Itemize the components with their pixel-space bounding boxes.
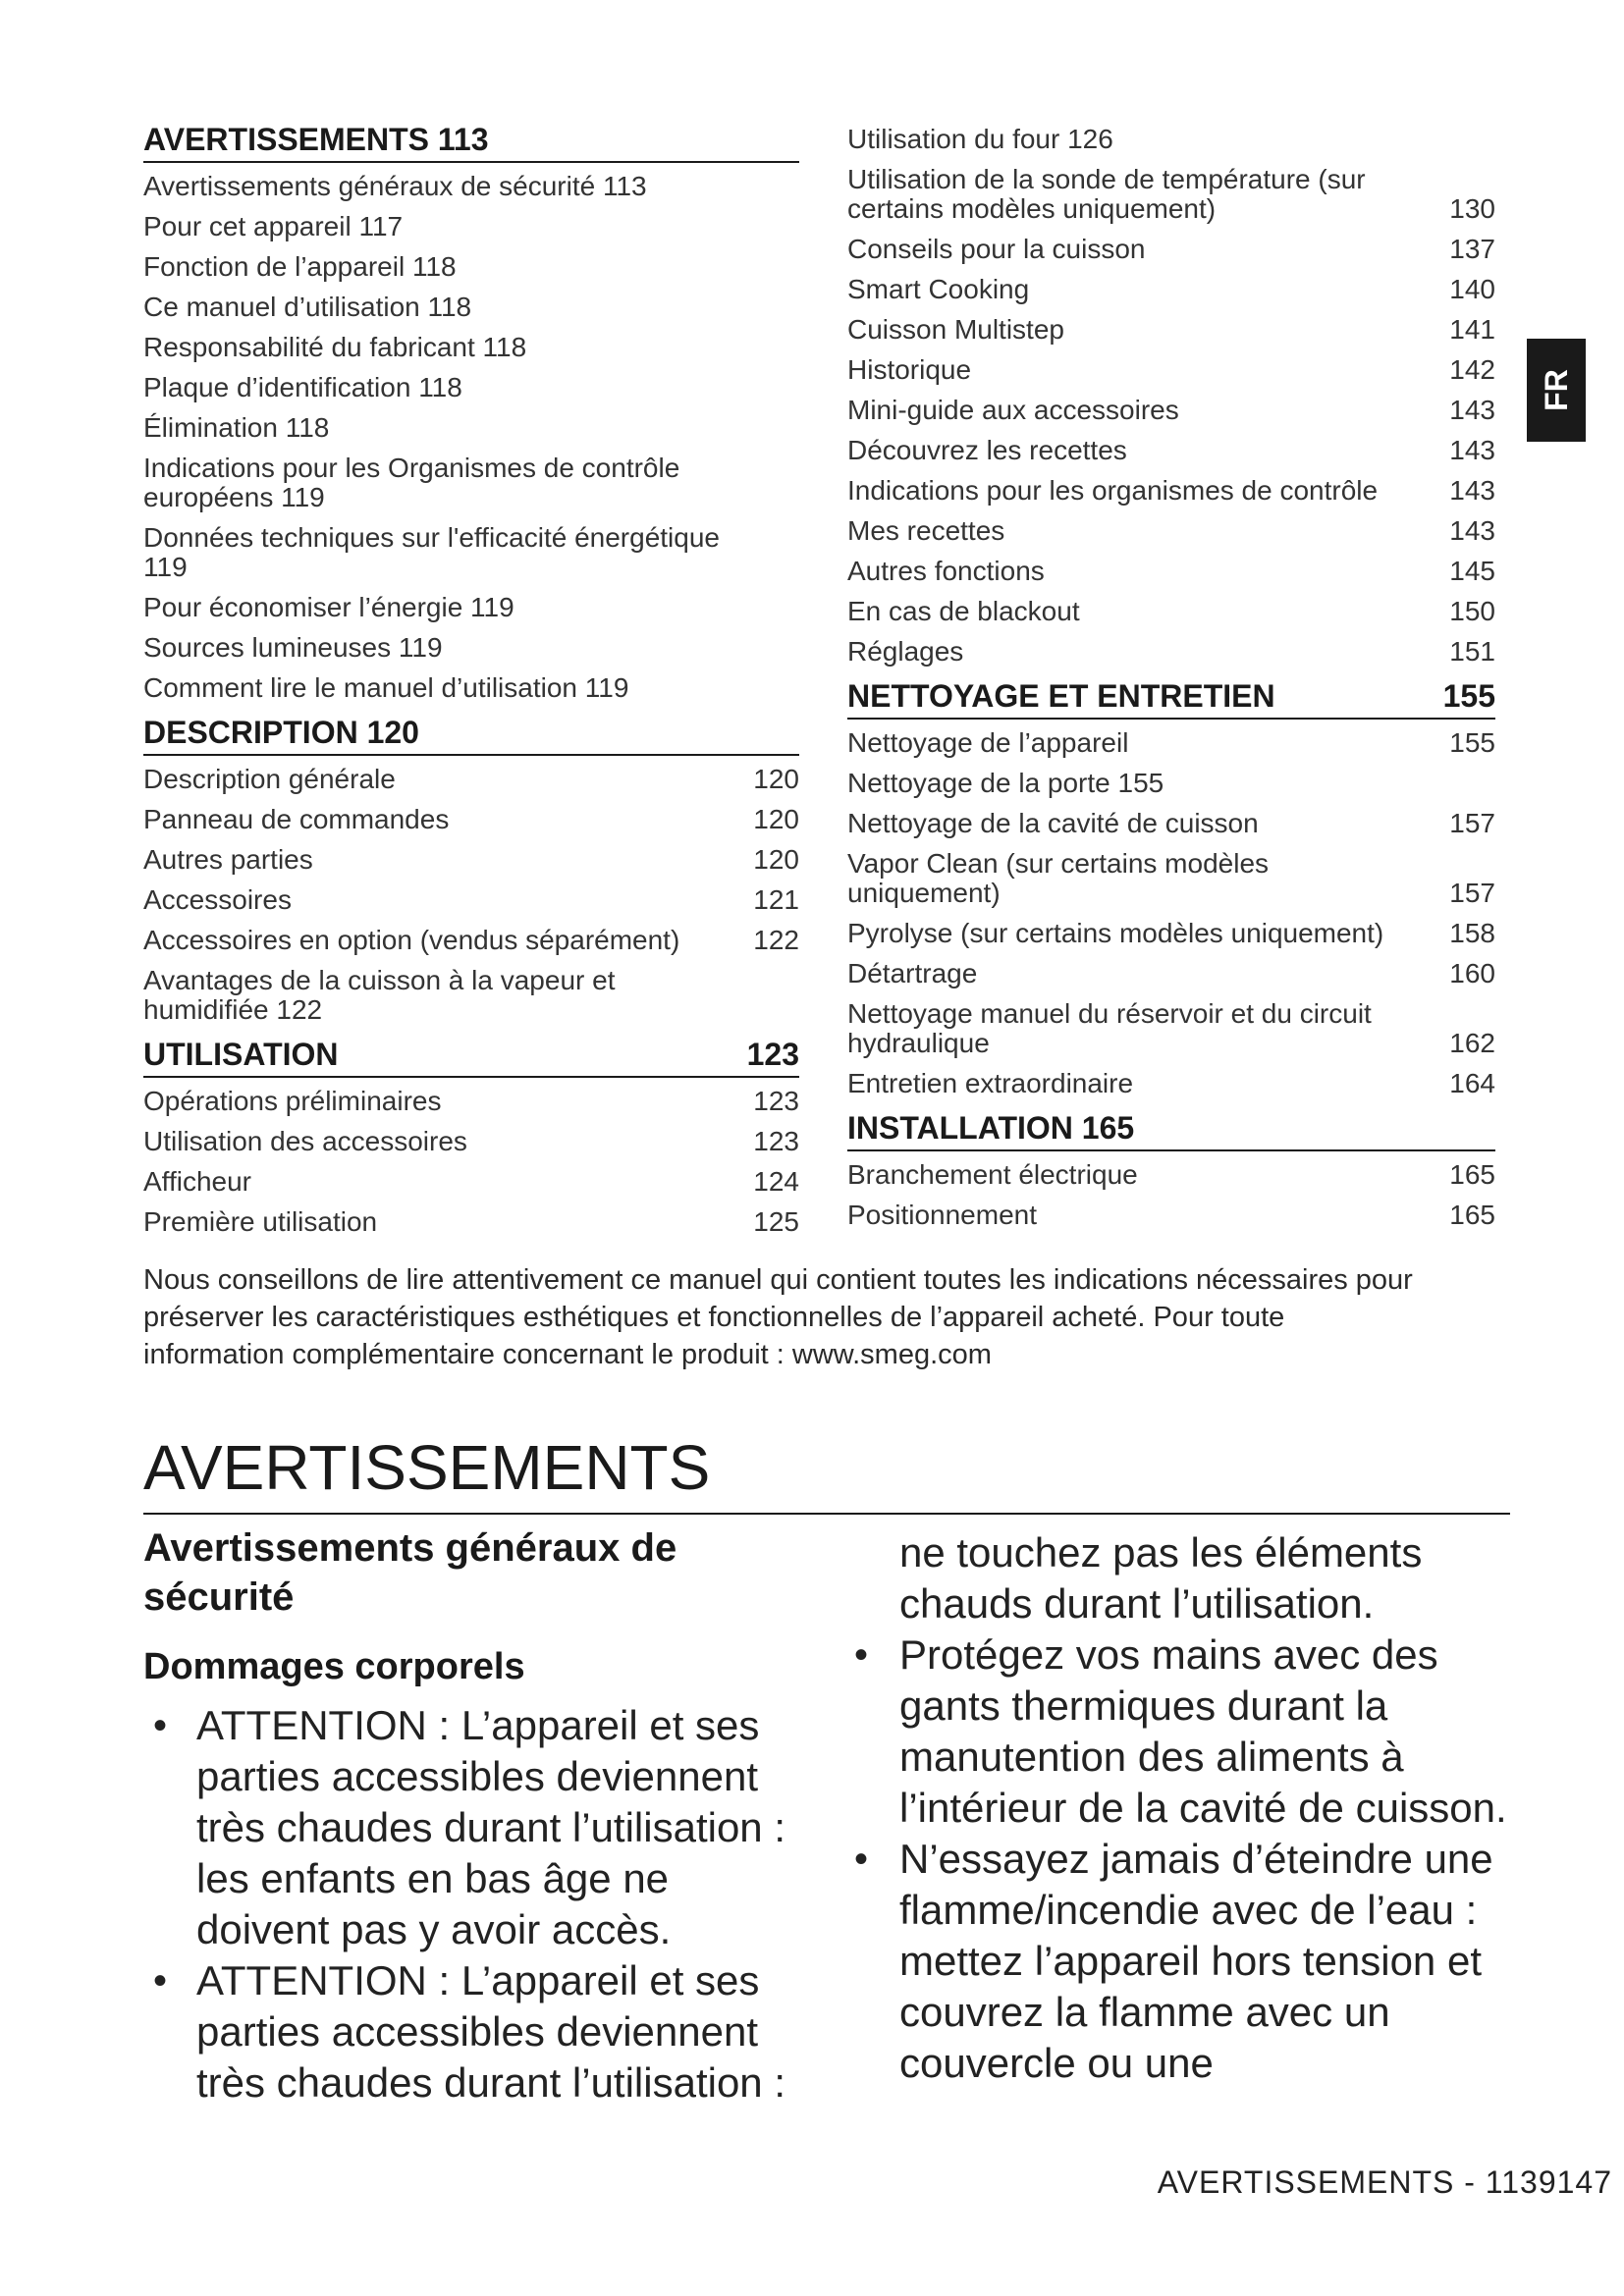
toc-entry-title: Comment lire le manuel d’utilisation 119: [143, 672, 629, 703]
toc-entry[interactable]: [143, 207, 799, 247]
toc-entry[interactable]: [847, 844, 1495, 914]
toc-entry-page: 130: [1449, 193, 1495, 224]
toc-entry-page: 141: [1449, 314, 1495, 345]
toc-entry[interactable]: [143, 247, 799, 288]
toc-entry-title: Indications pour les organismes de contrôle: [847, 475, 1379, 506]
toc-entry-title: Entretien extraordinaire: [847, 1068, 1134, 1098]
toc-entry-title: Autres parties: [143, 844, 313, 875]
toc-entry-page: 155: [1449, 727, 1495, 758]
toc-entry-title: Afficheur: [143, 1166, 251, 1197]
section-title: Avertissements généraux de sécurité: [143, 1526, 677, 1619]
toc-entry-page: 123: [753, 1126, 799, 1156]
toc-entry-page: 123: [753, 1086, 799, 1116]
toc-entry-page: 150: [1449, 596, 1495, 626]
toc-heading-title: INSTALLATION 165: [847, 1110, 1135, 1146]
toc-entry-title: Panneau de commandes: [143, 804, 450, 834]
toc-section-heading[interactable]: [847, 1108, 1495, 1151]
toc-entry[interactable]: [847, 723, 1495, 764]
toc-entry[interactable]: [143, 668, 799, 709]
toc-entry[interactable]: [847, 350, 1495, 391]
intro-paragraph: [143, 1261, 1498, 1373]
toc-entry-title: Accessoires en option (vendus séparément): [143, 925, 680, 955]
toc-entry-title: Utilisation des accessoires: [143, 1126, 467, 1156]
toc-entry-title: Mes recettes: [847, 515, 1005, 546]
toc-entry-page: 165: [1449, 1159, 1495, 1190]
toc-entry[interactable]: [143, 921, 799, 961]
toc-entry-title: Nettoyage manuel du réservoir et du circuit hydraulique: [847, 998, 1372, 1058]
toc-section-heading[interactable]: [143, 713, 799, 756]
toc-entry[interactable]: [847, 632, 1495, 672]
toc-entry[interactable]: [143, 1202, 799, 1243]
toc-entry-title: Responsabilité du fabricant 118: [143, 332, 527, 362]
toc-entry-page: 143: [1449, 435, 1495, 465]
toc-entry[interactable]: [143, 408, 799, 449]
toc-entry-title: Avantages de la cuisson à la vapeur et humidifiée 122: [143, 965, 616, 1025]
toc-entry-page: 137: [1449, 234, 1495, 264]
toc-entry-page: 122: [753, 925, 799, 955]
toc-entry-title: Indications pour les Organismes de contrôle européens 119: [143, 453, 680, 512]
left-bullet-list: [143, 1700, 811, 2109]
toc-entry[interactable]: [143, 449, 799, 518]
toc-entry-page: 162: [1449, 1028, 1495, 1058]
toc-entry[interactable]: [143, 800, 799, 840]
toc-entry-page: 124: [753, 1166, 799, 1197]
toc-heading-title: AVERTISSEMENTS 113: [143, 122, 489, 157]
toc-entry[interactable]: [847, 270, 1495, 310]
toc-entry[interactable]: [847, 994, 1495, 1064]
toc-entry[interactable]: [847, 511, 1495, 552]
toc-entry-page: 120: [753, 844, 799, 875]
toc-entry[interactable]: [143, 328, 799, 368]
toc-entry[interactable]: [143, 1122, 799, 1162]
toc-entry[interactable]: [847, 120, 1495, 160]
toc-entry[interactable]: [143, 1162, 799, 1202]
toc-entry-page: 151: [1449, 636, 1495, 667]
toc-heading-title: DESCRIPTION 120: [143, 715, 419, 750]
intro-line: information complémentaire concernant le produit : www.smeg.com: [143, 1339, 992, 1370]
toc-entry-title: Détartrage: [847, 958, 978, 988]
toc-entry-page: 160: [1449, 958, 1495, 988]
toc-entry-title: Opérations préliminaires: [143, 1086, 442, 1116]
toc-entry[interactable]: [847, 552, 1495, 592]
toc-section-heading[interactable]: [143, 1035, 799, 1078]
toc-entry-page: 157: [1449, 808, 1495, 838]
toc-entry-page: 140: [1449, 274, 1495, 304]
toc-entry[interactable]: [143, 518, 799, 588]
toc-entry[interactable]: [847, 391, 1495, 431]
toc-entry-page: 143: [1449, 475, 1495, 506]
toc-entry-page: 125: [753, 1206, 799, 1237]
toc-entry-title: Smart Cooking: [847, 274, 1030, 304]
toc-entry-title: Utilisation de la sonde de température (sur certains modèles uniquement): [847, 164, 1366, 224]
toc-entry[interactable]: [847, 954, 1495, 994]
toc-entry[interactable]: [847, 1155, 1495, 1196]
toc-entry[interactable]: [847, 471, 1495, 511]
bullet-item: • ATTENTION : L’appareil et ses parties accessibles deviennent très chaudes durant l’utilisation : les enfants en bas âge ne doivent pas y avoir accès.: [143, 1700, 811, 1955]
language-tab-label: FR: [1538, 369, 1574, 411]
toc-entry-title: Accessoires: [143, 884, 292, 915]
toc-entry-page: 142: [1449, 354, 1495, 385]
toc-entry-page: 158: [1449, 918, 1495, 948]
toc-entry-title: Données techniques sur l'efficacité énergétique 119: [143, 522, 720, 582]
page-footer: AVERTISSEMENTS - 1139147: [1157, 2164, 1612, 2200]
continued-text: ne touchez pas les éléments chauds durant l’utilisation.: [899, 1529, 1423, 1627]
bullet-item: • N’essayez jamais d’éteindre une flamme/incendie avec de l’eau : mettez l’appareil hors tension et couvrez la flamme avec un couvercle ou une: [854, 1834, 1512, 2089]
toc-entry[interactable]: [847, 431, 1495, 471]
toc-heading-title: UTILISATION: [143, 1037, 339, 1072]
toc-right-column: [847, 120, 1495, 1236]
toc-entry-title: Nettoyage de la porte 155: [847, 768, 1164, 798]
toc-entry[interactable]: [847, 310, 1495, 350]
toc-entry[interactable]: [143, 588, 799, 628]
toc-entry[interactable]: [143, 288, 799, 328]
toc-entry-page: 120: [753, 764, 799, 794]
right-text-column: [854, 1527, 1512, 2089]
toc-entry-title: Avertissements généraux de sécurité 113: [143, 171, 647, 201]
toc-entry-page: 120: [753, 804, 799, 834]
toc-entry-title: Branchement électrique: [847, 1159, 1138, 1190]
toc-entry-title: Historique: [847, 354, 972, 385]
toc-entry-title: En cas de blackout: [847, 596, 1080, 626]
toc-entry-title: Sources lumineuses 119: [143, 632, 443, 663]
toc-heading-page: 155: [1442, 678, 1495, 714]
bullet-item: • ATTENTION : L’appareil et ses parties accessibles deviennent très chaudes durant l’utilisation :: [143, 1955, 811, 2109]
toc-section-heading[interactable]: [143, 120, 799, 163]
toc-entry[interactable]: [143, 368, 799, 408]
toc-entry-title: Nettoyage de la cavité de cuisson: [847, 808, 1259, 838]
toc-entry-title: Pour cet appareil 117: [143, 211, 404, 241]
toc-heading-page: 123: [746, 1037, 799, 1072]
toc-entry[interactable]: [143, 760, 799, 800]
toc-entry-page: 121: [753, 884, 799, 915]
toc-entry-title: Description générale: [143, 764, 396, 794]
toc-entry-title: Utilisation du four 126: [847, 124, 1113, 154]
toc-entry-title: Vapor Clean (sur certains modèles uniquement): [847, 848, 1270, 908]
toc-entry[interactable]: [847, 764, 1495, 804]
toc-entry[interactable]: [143, 881, 799, 921]
toc-left-column: [143, 120, 799, 1243]
toc-entry[interactable]: [847, 804, 1495, 844]
right-bullet-list: [854, 1629, 1512, 2089]
toc-entry[interactable]: [143, 167, 799, 207]
toc-entry-title: Pyrolyse (sur certains modèles uniquement): [847, 918, 1384, 948]
toc-entry[interactable]: [847, 230, 1495, 270]
toc-entry-title: Positionnement: [847, 1200, 1038, 1230]
toc-entry[interactable]: [847, 1196, 1495, 1236]
intro-line: préserver les caractéristiques esthétiques et fonctionnelles de l’appareil acheté. Pour toute: [143, 1302, 1285, 1333]
toc-entry[interactable]: [143, 1082, 799, 1122]
toc-entry-title: Conseils pour la cuisson: [847, 234, 1146, 264]
intro-line: Nous conseillons de lire attentivement ce manuel qui contient toutes les indications nécessaires pour: [143, 1264, 1413, 1296]
toc-section-heading[interactable]: [847, 676, 1495, 720]
toc-entry-title: Découvrez les recettes: [847, 435, 1127, 465]
toc-entry-page: 157: [1449, 878, 1495, 908]
toc-entry-title: Élimination 118: [143, 412, 330, 443]
toc-entry-title: Première utilisation: [143, 1206, 378, 1237]
left-text-column: [143, 1523, 811, 2109]
toc-entry-title: Nettoyage de l’appareil: [847, 727, 1129, 758]
toc-entry-title: Réglages: [847, 636, 964, 667]
toc-entry[interactable]: [143, 840, 799, 881]
toc-entry-title: Autres fonctions: [847, 556, 1045, 586]
toc-entry-title: Mini-guide aux accessoires: [847, 395, 1179, 425]
language-tab: [1527, 339, 1586, 442]
toc-entry-title: Cuisson Multistep: [847, 314, 1064, 345]
toc-entry-title: Fonction de l’appareil 118: [143, 251, 457, 282]
toc-entry-title: Plaque d’identification 118: [143, 372, 462, 402]
toc-entry[interactable]: [847, 160, 1495, 230]
toc-entry-page: 164: [1449, 1068, 1495, 1098]
toc-entry-page: 143: [1449, 515, 1495, 546]
toc-entry[interactable]: [847, 592, 1495, 632]
toc-entry-page: 143: [1449, 395, 1495, 425]
toc-entry[interactable]: [143, 961, 799, 1031]
bullet-item: • Protégez vos mains avec des gants thermiques durant la manutention des aliments à l’intérieur de la cavité de cuisson.: [854, 1629, 1512, 1834]
toc-entry-page: 165: [1449, 1200, 1495, 1230]
toc-entry[interactable]: [143, 628, 799, 668]
subsection-title: Dommages corporels: [143, 1646, 525, 1687]
main-title: AVERTISSEMENTS: [143, 1428, 1510, 1515]
toc-entry-page: 145: [1449, 556, 1495, 586]
toc-entry[interactable]: [847, 914, 1495, 954]
toc-entry[interactable]: [847, 1064, 1495, 1104]
toc-heading-title: NETTOYAGE ET ENTRETIEN: [847, 678, 1275, 714]
toc-entry-title: Ce manuel d’utilisation 118: [143, 292, 472, 322]
toc-entry-title: Pour économiser l’énergie 119: [143, 592, 514, 622]
